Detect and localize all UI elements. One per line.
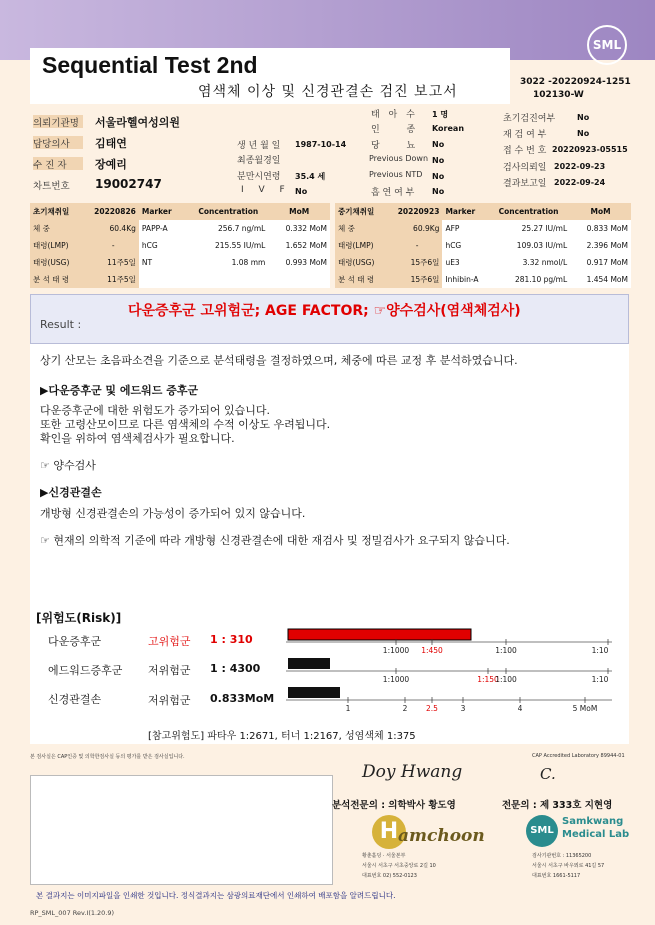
request-date-value: 2022-09-23 (554, 162, 606, 171)
risk-tick-label: 4 (517, 704, 523, 713)
risk-tick-label: 2 (402, 704, 408, 713)
hamchoon-logo-icon: H (372, 815, 406, 849)
ft-row-label: 분 석 태 령 (30, 271, 88, 288)
risk-bar (288, 629, 471, 640)
risk-tick-label: 3 (460, 704, 466, 713)
st-mom: 2.396 MoM (570, 237, 631, 254)
st-col-marker: Marker (442, 203, 487, 220)
lab1-line-2: 서울시 서초구 서초중앙로 2길 10 (362, 863, 436, 869)
ft-row-value: - (88, 237, 139, 254)
ft-marker: hCG (139, 237, 188, 254)
second-trimester-table (335, 203, 631, 288)
report-subtitle: 염색체 이상 및 신경관결손 검진 보고서 (198, 84, 458, 100)
intro-text: 상기 산모는 초음파소견을 기준으로 분석태령을 결정하였으며, 체중에 따른 교정 후 분석하였습니다. (40, 354, 518, 367)
smoking-label: 흡 연 여 부 (371, 188, 415, 198)
down-line-1: 다운증후군에 대한 위험도가 증가되어 있습니다. (40, 404, 271, 417)
risk-tick-label: 5 MoM (572, 704, 598, 713)
ft-mom: 0.332 MoM (268, 220, 330, 237)
risk-ratio-ntd: 0.833MoM (210, 692, 275, 705)
diabetes-value: No (432, 140, 445, 149)
ft-row-label: 체 중 (30, 220, 88, 237)
st-mom: 0.833 MoM (570, 220, 631, 237)
race-value: Korean (432, 124, 465, 133)
ft-mom: 1.652 MoM (268, 237, 330, 254)
institution-label: 의뢰기관명 (33, 115, 83, 128)
fetus-label: 태 아 수 (371, 110, 418, 120)
st-row-value: 15주6일 (392, 254, 443, 271)
result-text: 다운증후군 고위험군; AGE FACTOR; ☞양수검사(염색체검사) (128, 303, 521, 319)
ft-marker: PAPP-A (139, 220, 188, 237)
ft-concentration: 1.08 mm (188, 254, 268, 271)
footer-note: 본 결과지는 이미지파일을 인쇄한 것입니다. 정식결과지는 삼광의료재단에서 인쇄하여 배포함을 알려드립니다. (36, 891, 396, 900)
st-row-value: 15주6일 (392, 271, 443, 288)
chart-value: 19002747 (95, 177, 162, 191)
ft-col-concentration: Concentration (188, 203, 268, 220)
st-concentration: 25.27 IU/mL (487, 220, 570, 237)
risk-ratio-down: 1 : 310 (210, 633, 253, 646)
chart-label: 차트번호 (33, 181, 70, 192)
lab2-line-1: 검사기관번호 : 11365200 (532, 853, 592, 859)
ft-concentration: 256.7 ng/mL (188, 220, 268, 237)
risk-tick-label: 2.5 (426, 704, 438, 713)
ft-concentration: 215.55 IU/mL (188, 237, 268, 254)
report-title: Sequential Test 2nd (42, 52, 258, 78)
st-row-label: 체 중 (335, 220, 392, 237)
signer-1-title: 분석전문의 : 의학박사 황도영 (332, 800, 456, 811)
ft-row-label: 태령(LMP) (30, 237, 88, 254)
sml-badge-logo: SML (526, 815, 558, 847)
first-trimester-table (30, 203, 330, 288)
prev-down-label: Previous Down (369, 154, 429, 163)
hamchoon-logo: amchoon (398, 826, 485, 846)
sml-logo: SML (587, 25, 627, 65)
signer-2-title: 전문의 : 제 333호 지현영 (502, 800, 613, 811)
down-line-3: 확인을 위하여 염색체검사가 필요합니다. (40, 432, 235, 445)
smoking-value: No (432, 187, 445, 196)
race-label: 인 종 (371, 125, 428, 135)
risk-tick-label: 1:10 (591, 646, 609, 655)
signature-1: Doy Hwang (362, 762, 463, 782)
doctor-label: 담당의사 (33, 136, 83, 149)
risk-tick-label: 1:1000 (382, 646, 410, 655)
risk-tick-label: 1:100 (495, 675, 517, 684)
doctor-value: 김태연 (95, 137, 127, 150)
report-date-label: 결과보고일 (503, 179, 547, 189)
st-col-concentration: Concentration (487, 203, 570, 220)
retest-value: No (577, 129, 590, 138)
ft-row-value: 11주5일 (88, 271, 139, 288)
ft-mom: 0.993 MoM (268, 254, 330, 271)
st-concentration: 3.32 nmol/L (487, 254, 570, 271)
lab2-line-3: 대표번호 1661-5117 (532, 873, 581, 879)
risk-tick-label: 1:450 (421, 646, 443, 655)
request-date-label: 검사의뢰일 (503, 163, 547, 173)
reference-risk: [참고위험도] 파타우 1:2671, 터너 1:2167, 성염색체 1:375 (148, 731, 416, 742)
ft-row-label: 태령(USG) (30, 254, 88, 271)
form-code: RP_SML_007 Rev.I(1.20.9) (30, 909, 115, 917)
age-value: 35.4 세 (295, 172, 326, 181)
st-concentration: 109.03 IU/mL (487, 237, 570, 254)
prev-ntd-value: No (432, 172, 445, 181)
st-row-label: 태령(LMP) (335, 237, 392, 254)
reception-value: 20220923-05515 (552, 145, 628, 154)
prev-down-value: No (432, 156, 445, 165)
down-line-2: 또한 고령산모이므로 다른 염색체의 수적 이상도 우려됩니다. (40, 418, 331, 431)
ntd-line-2: ☞ 현재의 의학적 기준에 따라 개방형 신경관결손에 대한 재검사 및 정밀검사가 요구되지 않습니다. (40, 534, 510, 547)
st-row-value: 20220923 (392, 203, 443, 220)
initial-value: No (577, 113, 590, 122)
risk-title: [위험도(Risk)] (36, 611, 122, 625)
st-row-label: 중기채취일 (335, 203, 392, 220)
st-row-value: 60.9Kg (392, 220, 443, 237)
st-row-label: 분 석 태 령 (335, 271, 392, 288)
risk-tick-label: 1:10 (591, 675, 609, 684)
prev-ntd-label: Previous NTD (369, 170, 423, 179)
report-code-2: 102130-W (533, 90, 584, 100)
st-mom: 1.454 MoM (570, 271, 631, 288)
cap-note-left: 본 검사실은 CAP인증 및 의학한검사실 등의 평가를 받은 검사실입니다. (30, 754, 185, 760)
down-heading: ▶다운증후군 및 에드워드 증후군 (40, 384, 199, 397)
st-mom: 0.917 MoM (570, 254, 631, 271)
risk-level-down: 고위험군 (148, 635, 191, 648)
risk-name-ntd: 신경관결손 (48, 693, 102, 706)
diabetes-label: 당 뇨 (371, 141, 428, 151)
ft-row-value: 60.4Kg (88, 220, 139, 237)
lab2-line-2: 서울시 서초구 바우뫼로 41길 57 (532, 863, 605, 869)
lab1-line-1: 황춘홀딩 · 서울본부 (362, 853, 406, 859)
risk-bar (288, 658, 330, 669)
cap-note-right: CAP Accredited Laboratory 89944-01 (532, 753, 625, 759)
st-row-value: - (392, 237, 443, 254)
lab1-line-3: 대표번호 02) 552-0123 (362, 873, 417, 879)
fetus-value: 1 명 (432, 110, 449, 119)
risk-bar (288, 687, 340, 698)
samkwang-name-1: Samkwang (562, 816, 624, 827)
st-concentration: 281.10 pg/mL (487, 271, 570, 288)
st-marker: hCG (442, 237, 487, 254)
result-label: Result : (40, 318, 82, 331)
risk-level-ntd: 저위험군 (148, 694, 191, 707)
ft-row-value: 20220826 (88, 203, 139, 220)
institution-value: 서울라헬여성의원 (95, 116, 181, 129)
ft-col-mom: MoM (268, 203, 330, 220)
risk-ratio-edwards: 1 : 4300 (210, 662, 261, 675)
st-col-mom: MoM (570, 203, 631, 220)
ft-col-marker: Marker (139, 203, 188, 220)
risk-bars (286, 625, 616, 723)
risk-tick-label: 1 (345, 704, 351, 713)
birth-label: 생 년 월 일 (237, 141, 281, 151)
ft-row-label: 초기채취일 (30, 203, 88, 220)
lmp-label: 최종월경일 (237, 156, 281, 166)
amnio-text: ☞ 양수검사 (40, 459, 96, 472)
risk-tick-label: 1:100 (495, 646, 517, 655)
signature-2: C. (540, 765, 556, 783)
risk-tick-label: 1:1000 (382, 675, 410, 684)
st-marker: Inhibin-A (442, 271, 487, 288)
samkwang-name-2: Medical Lab (562, 829, 630, 840)
ft-marker: NT (139, 254, 188, 271)
patient-value: 장예리 (95, 158, 127, 171)
patient-label: 수 진 자 (33, 157, 83, 170)
st-marker: uE3 (442, 254, 487, 271)
report-date-value: 2022-09-24 (554, 178, 606, 187)
ntd-heading: ▶신경관결손 (40, 486, 102, 499)
st-row-label: 태령(USG) (335, 254, 392, 271)
risk-level-edwards: 저위험군 (148, 664, 191, 677)
memo-box (30, 775, 333, 885)
age-label: 분만시연령 (237, 172, 281, 182)
reception-label: 접 수 번 호 (503, 146, 547, 156)
risk-name-down: 다운증후군 (48, 635, 102, 648)
st-marker: AFP (442, 220, 487, 237)
report-code-1: 3022 -20220924-1251 (520, 77, 631, 87)
risk-name-edwards: 에드워드증후군 (48, 664, 123, 677)
ntd-line-1: 개방형 신경관결손의 가능성이 증가되어 있지 않습니다. (40, 507, 306, 520)
ivf-value: No (295, 187, 308, 196)
initial-label: 초기검진여부 (503, 114, 556, 124)
ivf-label: I V F (241, 185, 291, 195)
ft-row-value: 11주5일 (88, 254, 139, 271)
birth-value: 1987-10-14 (295, 140, 347, 149)
risk-tick-label: 1:150 (477, 675, 499, 684)
retest-label: 재 검 여 부 (503, 130, 547, 140)
